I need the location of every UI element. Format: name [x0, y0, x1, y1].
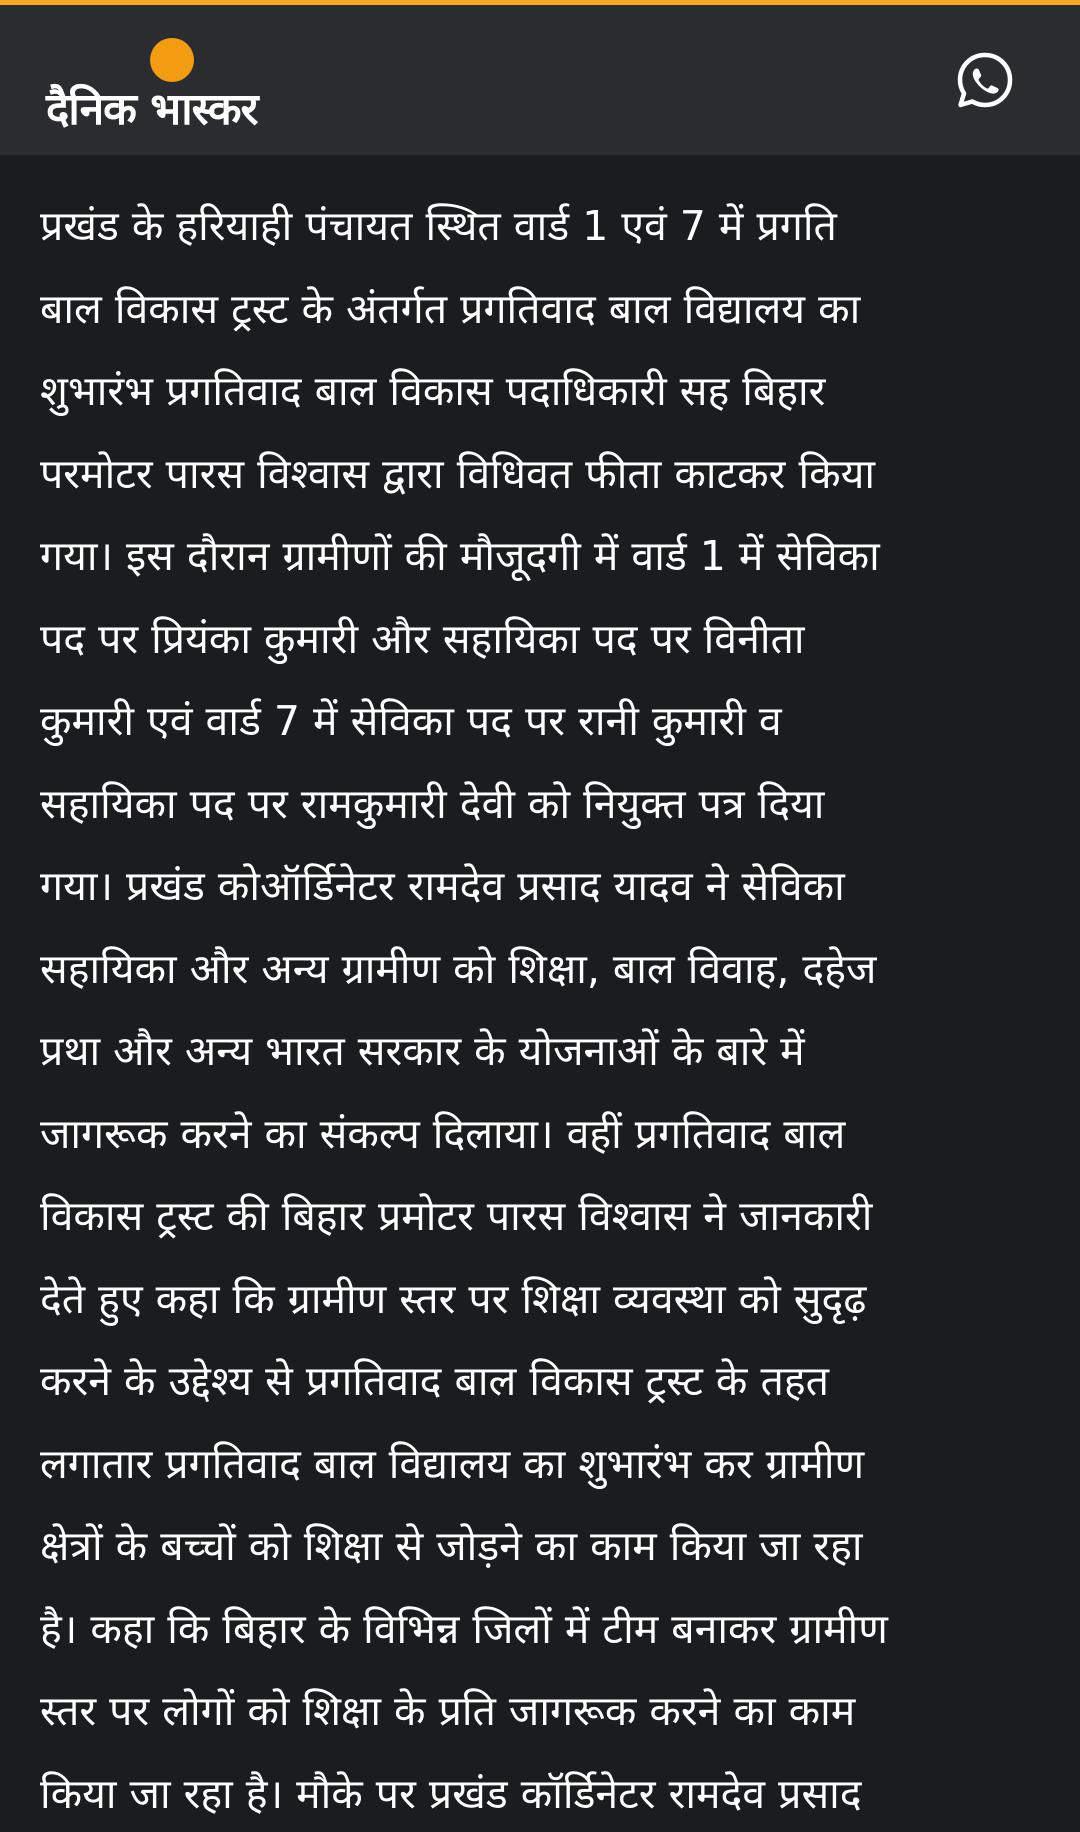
logo-text: दैनिक भास्कर	[46, 84, 258, 135]
dainik-bhaskar-logo[interactable]	[46, 35, 316, 135]
article-body: प्रखंड के हरियाही पंचायत स्थित वार्ड 1 एवं 7 में प्रगति बाल विकास ट्रस्ट के अंतर्गत प्रगतिवाद बाल विद्यालय का शुभारंभ प्रगतिवाद बाल विकास पदाधिकारी सह बिहार परमोटर पारस विश्वास द्वारा विधिवत फीता काटकर किया गया। इस दौरान ग्रामीणों की मौजूदगी में वार्ड 1 में सेविका पद पर प्रियंका कुमारी और सहायिका पद पर विनीता कुमारी एवं वार्ड 7 में सेविका पद पर रानी कुमारी व सहायिका पद पर रामकुमारी देवी को नियुक्त पत्र दिया गया। प्रखंड कोऑर्डिनेटर रामदेव प्रसाद यादव ने सेविका सहायिका और अन्य ग्रामीण को शिक्षा, बाल विवाह, दहेज प्रथा और अन्य भारत सरकार के योजनाओं के बारे में जागरूक करने का संकल्प दिलाया। वहीं प्रगतिवाद बाल विकास ट्रस्ट की बिहार प्रमोटर पारस विश्वास ने जानकारी देते हुए कहा कि ग्रामीण स्तर पर शिक्षा व्यवस्था को सुदृढ़ करने के उद्देश्य से प्रगतिवाद बाल विकास ट्रस्ट के तहत लगातार प्रगतिवाद बाल विद्यालय का शुभारंभ कर ग्रामीण क्षेत्रों के बच्चों को शिक्षा से जोड़ने का काम किया जा रहा है। कहा कि बिहार के विभिन्न जिलों में टीम बनाकर ग्रामीण स्तर पर लोगों को शिक्षा के प्रति जागरूक करने का काम किया जा रहा है। मौके पर प्रखंड कॉर्डिनेटर रामदेव प्रसाद	[40, 202, 888, 1818]
whatsapp-share-button[interactable]	[954, 49, 1016, 111]
sun-icon	[150, 38, 194, 82]
whatsapp-icon	[954, 49, 1016, 111]
site-header	[0, 5, 1080, 155]
